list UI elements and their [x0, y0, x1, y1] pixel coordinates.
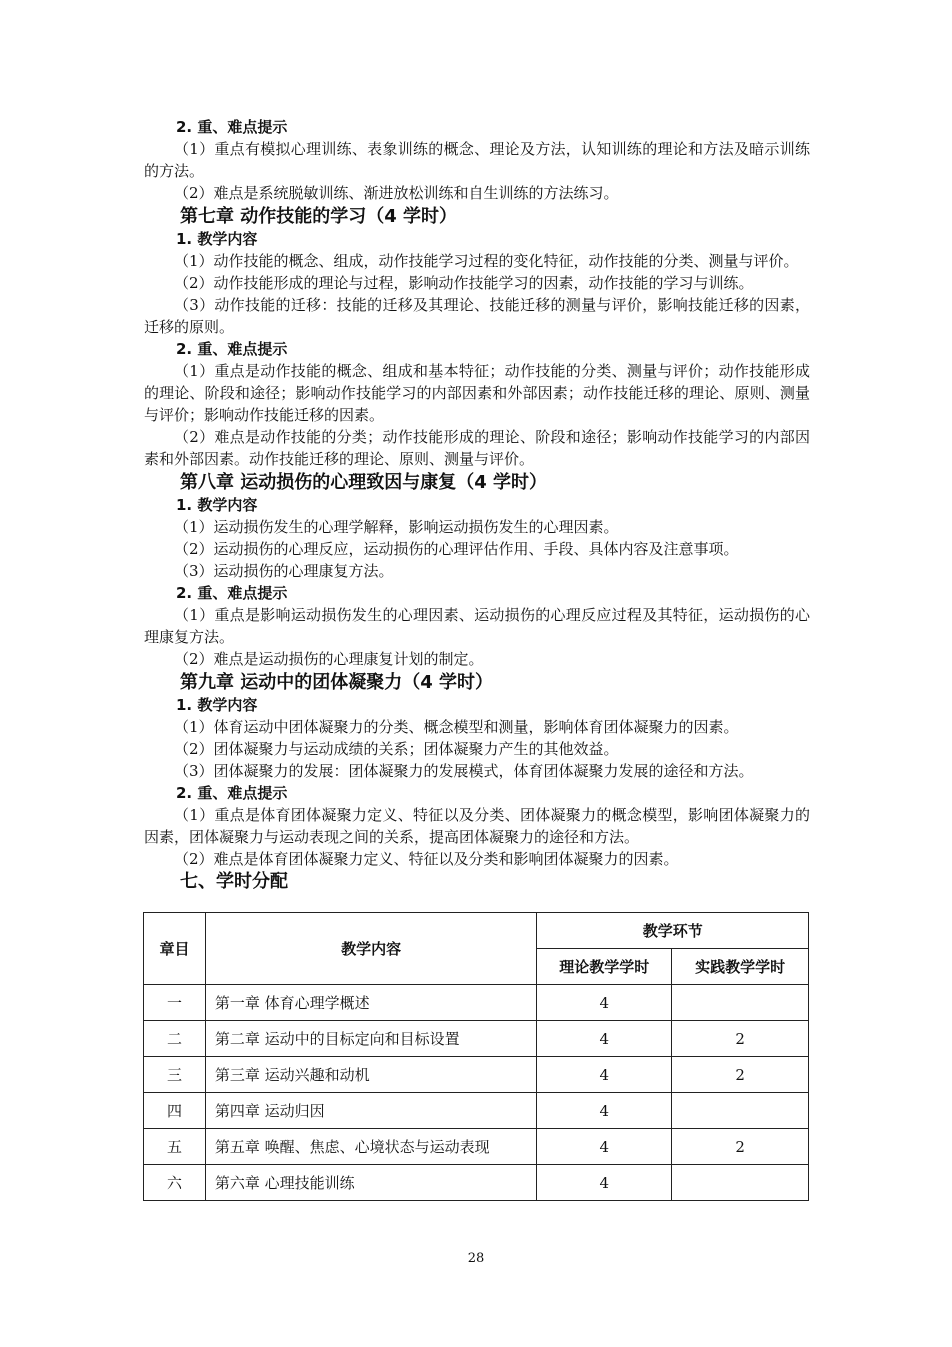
practice-hours: 2 [672, 1021, 809, 1057]
practice-hours: 2 [672, 1057, 809, 1093]
theory-hours: 4 [537, 1165, 672, 1201]
table-row [144, 1165, 809, 1201]
paragraph: （1）重点是影响运动损伤发生的心理因素、运动损伤的心理反应过程及其特征，运动损伤的心理康复方法。 [144, 606, 810, 646]
paragraph: （1）重点有模拟心理训练、表象训练的概念、理论及方法，认知训练的理论和方法及暗示训练的方法。 [144, 140, 810, 180]
theory-hours: 4 [537, 1057, 672, 1093]
paragraph: （2）难点是动作技能的分类；动作技能形成的理论、阶段和途径；影响动作技能学习的内部因素和外部因素。动作技能迁移的理论、原则、测量与评价。 [144, 428, 810, 468]
paragraph: （1）重点是体育团体凝聚力定义、特征以及分类、团体凝聚力的概念模型，影响团体凝聚力的因素，团体凝聚力与运动表现之间的关系，提高团体凝聚力的途径和方法。 [144, 806, 810, 846]
table-header-row [144, 913, 809, 949]
theory-hours: 4 [537, 1021, 672, 1057]
chapter-content: 第三章 运动兴趣和动机 [205, 1057, 536, 1093]
table-row [144, 1129, 809, 1165]
document-body [144, 116, 810, 893]
header-teaching-link: 教学环节 [537, 913, 809, 949]
practice-hours [672, 1165, 809, 1201]
chapter-content: 第五章 唤醒、焦虑、心境状态与运动表现 [205, 1129, 536, 1165]
paragraph: （2）难点是系统脱敏训练、渐进放松训练和自生训练的方法练习。 [174, 184, 619, 202]
theory-hours: 4 [537, 1093, 672, 1129]
paragraph: （3）运动损伤的心理康复方法。 [174, 562, 394, 580]
key-points-heading: 2. 重、难点提示 [176, 118, 288, 136]
chapter-content: 第一章 体育心理学概述 [205, 985, 536, 1021]
table-row [144, 1093, 809, 1129]
key-points-heading: 2. 重、难点提示 [176, 784, 288, 802]
header-practice-hours: 实践教学学时 [672, 949, 809, 985]
header-theory-hours: 理论教学学时 [537, 949, 672, 985]
chapter-number: 六 [144, 1165, 206, 1201]
content-heading: 1. 教学内容 [176, 696, 258, 714]
section-7-title: 七、学时分配 [180, 871, 288, 892]
paragraph: （1）重点是动作技能的概念、组成和基本特征；动作技能的分类、测量与评价；动作技能形成的理论、阶段和途径；影响动作技能学习的内部因素和外部因素；动作技能迁移的理论、原则、测量与评价；影响动作技能迁移的因素。 [144, 362, 810, 424]
key-points-heading: 2. 重、难点提示 [176, 340, 288, 358]
key-points-heading: 2. 重、难点提示 [176, 584, 288, 602]
theory-hours: 4 [537, 1129, 672, 1165]
chapter-number: 五 [144, 1129, 206, 1165]
chapter-8-title: 第八章 运动损伤的心理致因与康复（4 学时） [180, 472, 548, 493]
paragraph: （3）动作技能的迁移：技能的迁移及其理论、技能迁移的测量与评价，影响技能迁移的因素，迁移的原则。 [144, 296, 810, 336]
chapter-9-title: 第九章 运动中的团体凝聚力（4 学时） [180, 672, 494, 693]
paragraph: （2）运动损伤的心理反应，运动损伤的心理评估作用、手段、具体内容及注意事项。 [174, 540, 739, 558]
header-content: 教学内容 [205, 913, 536, 985]
paragraph: （1）体育运动中团体凝聚力的分类、概念模型和测量，影响体育团体凝聚力的因素。 [174, 718, 739, 736]
chapter-number: 四 [144, 1093, 206, 1129]
paragraph: （1）动作技能的概念、组成，动作技能学习过程的变化特征，动作技能的分类、测量与评价。 [174, 252, 799, 270]
chapter-number: 一 [144, 985, 206, 1021]
chapter-content: 第二章 运动中的目标定向和目标设置 [205, 1021, 536, 1057]
practice-hours: 2 [672, 1129, 809, 1165]
paragraph: （2）团体凝聚力与运动成绩的关系；团体凝聚力产生的其他效益。 [174, 740, 619, 758]
page-number: 28 [467, 1251, 485, 1266]
content-heading: 1. 教学内容 [176, 496, 258, 514]
paragraph: （2）难点是体育团体凝聚力定义、特征以及分类和影响团体凝聚力的因素。 [174, 850, 679, 868]
chapter-7-title: 第七章 动作技能的学习（4 学时） [180, 206, 458, 227]
practice-hours [672, 1093, 809, 1129]
paragraph: （1）运动损伤发生的心理学解释，影响运动损伤发生的心理因素。 [174, 518, 619, 536]
theory-hours: 4 [537, 985, 672, 1021]
header-chapter: 章目 [144, 913, 206, 985]
paragraph: （2）难点是运动损伤的心理康复计划的制定。 [174, 650, 484, 668]
chapter-content: 第四章 运动归因 [205, 1093, 536, 1129]
table-row [144, 1021, 809, 1057]
chapter-number: 二 [144, 1021, 206, 1057]
paragraph: （2）动作技能形成的理论与过程，影响动作技能学习的因素，动作技能的学习与训练。 [174, 274, 754, 292]
table-row [144, 985, 809, 1021]
content-heading: 1. 教学内容 [176, 230, 258, 248]
table-row [144, 1057, 809, 1093]
chapter-content: 第六章 心理技能训练 [205, 1165, 536, 1201]
hours-allocation-table [143, 912, 809, 1201]
chapter-number: 三 [144, 1057, 206, 1093]
practice-hours [672, 985, 809, 1021]
paragraph: （3）团体凝聚力的发展：团体凝聚力的发展模式，体育团体凝聚力发展的途径和方法。 [174, 762, 754, 780]
